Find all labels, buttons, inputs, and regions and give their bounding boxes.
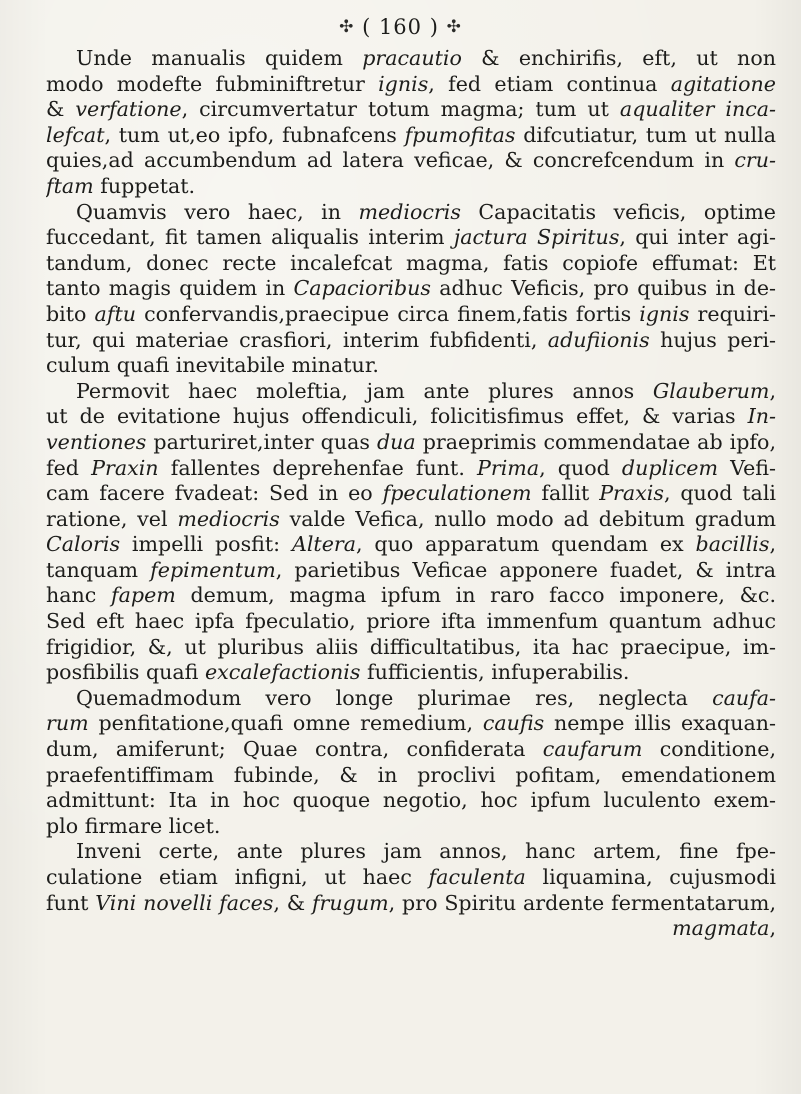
text-run: , bbox=[769, 378, 776, 403]
italic-term: caufarum bbox=[542, 737, 643, 762]
text-line bbox=[46, 404, 776, 430]
text-run: Capacitatis veficis, optime bbox=[460, 199, 776, 224]
text-run: bito bbox=[46, 301, 95, 326]
text-run: , bbox=[769, 916, 776, 941]
text-run: , quo apparatum quendam ex bbox=[356, 532, 696, 557]
text-run: quies,ad accumbendum ad latera veficae, & concrefcendum in bbox=[46, 148, 735, 173]
text-run: fallentes deprehenfae funt. bbox=[158, 455, 477, 480]
text-line bbox=[46, 737, 776, 763]
text-line bbox=[46, 430, 776, 456]
italic-term: Glauberum bbox=[652, 378, 770, 403]
right-ornament-icon: ✣ bbox=[446, 17, 462, 37]
text-run: fuppetat. bbox=[93, 173, 196, 198]
text-run: requiri- bbox=[689, 301, 776, 326]
italic-term: Prima bbox=[477, 455, 540, 480]
text-line bbox=[46, 123, 776, 149]
italic-term: dua bbox=[376, 429, 416, 454]
italic-term: adufiionis bbox=[547, 327, 650, 352]
text-run: Sed eft haec ipfa fpeculatio, priore ifta immenfum quantum adhuc bbox=[46, 609, 776, 634]
text-run: , quod bbox=[539, 455, 622, 480]
text-run: praefentiffimam fubinde, & in proclivi pofitam, emendationem bbox=[46, 762, 776, 787]
italic-term: aftu bbox=[94, 301, 136, 326]
text-line bbox=[46, 609, 776, 635]
text-run: Quamvis vero haec, in bbox=[76, 199, 359, 224]
page-number: ( 160 ) bbox=[362, 15, 439, 39]
text-run: , circumvertatur totum magma; tum ut bbox=[181, 97, 620, 122]
text-line bbox=[46, 200, 776, 226]
italic-term: fpeculationem bbox=[382, 481, 532, 506]
text-run: tandum, donec recte incalefcat magma, fatis copiofe effumat: Et bbox=[46, 250, 776, 275]
text-line bbox=[46, 711, 776, 737]
text-run: funt bbox=[46, 890, 96, 915]
text-run: tanto magis quidem in bbox=[46, 276, 294, 301]
text-line bbox=[46, 532, 776, 558]
italic-term: jactura Spiritus bbox=[453, 225, 620, 250]
text-line bbox=[46, 660, 776, 686]
italic-term: ventiones bbox=[46, 429, 147, 454]
italic-term: Capacioribus bbox=[293, 276, 431, 301]
italic-term: faculenta bbox=[428, 865, 526, 889]
text-line bbox=[46, 46, 776, 72]
italic-term: rum bbox=[46, 711, 89, 736]
text-run: Permovit haec moleftia, jam ante plures annos bbox=[76, 378, 653, 403]
text-run: cam facere fvadeat: Sed in eo bbox=[46, 481, 383, 506]
italic-term: mediocris bbox=[177, 506, 280, 531]
text-run: , tum ut,eo ipfo, fubnafcens bbox=[104, 122, 405, 147]
text-line bbox=[46, 353, 776, 379]
text-line bbox=[46, 558, 776, 584]
italic-term: Praxis bbox=[599, 481, 664, 506]
italic-term: caufa- bbox=[712, 685, 776, 710]
text-run: hanc bbox=[46, 583, 111, 608]
italic-term: fepimentum bbox=[150, 557, 276, 582]
text-run: plo firmare licet. bbox=[46, 813, 221, 838]
text-run: conditione, bbox=[642, 737, 776, 762]
text-line bbox=[46, 251, 776, 277]
text-run: demum, magma ipfum in raro facco imponere, &c. bbox=[175, 583, 776, 608]
text-run: , parietibus Veficae apponere fuadet, & intra bbox=[275, 557, 776, 582]
text-run: , quod tali bbox=[663, 481, 776, 506]
text-line bbox=[46, 507, 776, 533]
italic-term: ftam bbox=[46, 173, 94, 198]
text-line bbox=[46, 148, 776, 174]
italic-term: excalefactionis bbox=[204, 660, 361, 685]
text-line bbox=[46, 865, 776, 891]
text-run: penfitatione,quafi omne remedium, bbox=[88, 711, 483, 736]
text-line bbox=[46, 302, 776, 328]
text-line bbox=[46, 814, 776, 840]
italic-term: magmata bbox=[672, 916, 770, 941]
page-header bbox=[0, 10, 801, 44]
italic-term: frugum bbox=[311, 890, 389, 915]
text-run: impelli posfit: bbox=[120, 532, 292, 557]
text-line bbox=[46, 891, 776, 917]
text-run: , bbox=[769, 532, 776, 557]
text-line bbox=[46, 328, 776, 354]
text-run: nempe illis exaquan- bbox=[544, 711, 776, 736]
text-run: , fed etiam continua bbox=[428, 71, 671, 96]
italic-term: fpumofitas bbox=[404, 122, 516, 147]
left-ornament-icon: ✣ bbox=[339, 17, 355, 37]
text-run: fuccedant, fit tamen aliqualis interim bbox=[46, 225, 454, 250]
text-line bbox=[46, 379, 776, 405]
text-line bbox=[46, 686, 776, 712]
text-run: culum quafi inevitabile minatur. bbox=[46, 353, 379, 378]
text-run: valde Vefica, nullo modo ad debitum gradum bbox=[279, 506, 776, 531]
text-run: admittunt: Ita in hoc quoque negotio, hoc ipfum luculento exem- bbox=[46, 788, 776, 813]
italic-term: cru- bbox=[734, 148, 776, 173]
text-run: ut de evitatione hujus offendiculi, folicitisfimus effet, & varias bbox=[46, 404, 748, 429]
italic-term: Caloris bbox=[46, 532, 121, 557]
text-line bbox=[46, 456, 776, 482]
text-run: praeprimis commendatae ab ipfo, bbox=[415, 429, 776, 454]
text-run: Unde manualis quidem bbox=[76, 46, 363, 70]
text-run: , qui inter agi- bbox=[619, 225, 776, 250]
text-run: posfibilis quafi bbox=[46, 660, 205, 685]
text-run: parturiret,inter quas bbox=[146, 429, 377, 454]
text-run: culatione etiam infigni, ut haec bbox=[46, 865, 429, 889]
italic-term: fapem bbox=[111, 583, 176, 608]
italic-term: Praxin bbox=[91, 455, 159, 480]
italic-term: verfatione bbox=[75, 97, 182, 122]
text-run: , & bbox=[273, 890, 312, 915]
text-run: fallit bbox=[531, 481, 600, 506]
text-line bbox=[46, 763, 776, 789]
text-run: Quemadmodum vero longe plurimae res, neglecta bbox=[76, 685, 713, 710]
text-run: Inveni certe, ante plures jam annos, hanc artem, fine fpe- bbox=[76, 839, 776, 864]
italic-term: pracautio bbox=[362, 46, 462, 70]
text-line bbox=[46, 72, 776, 98]
body-text bbox=[46, 46, 776, 942]
text-run: dum, amiferunt; Quae contra, confiderata bbox=[46, 737, 543, 762]
text-line bbox=[46, 788, 776, 814]
italic-term: lefcat bbox=[46, 122, 105, 147]
italic-term: ignis bbox=[639, 301, 690, 326]
text-line bbox=[46, 174, 776, 200]
text-line bbox=[46, 839, 776, 865]
text-run: Vefi- bbox=[717, 455, 776, 480]
italic-term: caufis bbox=[482, 711, 545, 736]
text-line bbox=[46, 583, 776, 609]
italic-term: ignis bbox=[378, 71, 429, 96]
italic-term: Vini novelli faces bbox=[95, 890, 274, 915]
italic-term: Altera bbox=[291, 532, 357, 557]
text-run: tanquam bbox=[46, 557, 151, 582]
text-line bbox=[46, 635, 776, 661]
italic-term: In- bbox=[747, 404, 776, 429]
text-line bbox=[46, 97, 776, 123]
text-run: tur, qui materiae crasfiori, interim fubfidenti, bbox=[46, 327, 548, 352]
text-run: frigidior, &, ut pluribus aliis difficultatibus, ita hac praecipue, im- bbox=[46, 634, 776, 659]
text-line bbox=[46, 276, 776, 302]
text-run: liquamina, cujusmodi bbox=[525, 865, 776, 889]
text-run: modo modefte fubminiftretur bbox=[46, 71, 379, 96]
italic-term: aqualiter inca- bbox=[619, 97, 776, 122]
text-run: hujus peri- bbox=[649, 327, 776, 352]
text-run: fufficientis, infuperabilis. bbox=[360, 660, 630, 685]
text-run: & bbox=[46, 97, 76, 122]
italic-term: agitatione bbox=[670, 71, 776, 96]
italic-term: bacillis bbox=[695, 532, 770, 557]
text-run: confervandis,praecipue circa finem,fatis fortis bbox=[136, 301, 640, 326]
catchword-line bbox=[46, 916, 776, 942]
text-run: & enchirifis, eft, ut non bbox=[461, 46, 776, 70]
italic-term: mediocris bbox=[358, 199, 461, 224]
text-run: ratione, vel bbox=[46, 506, 178, 531]
text-line bbox=[46, 481, 776, 507]
text-line bbox=[46, 225, 776, 251]
text-run: adhuc Veficis, pro quibus in de- bbox=[431, 276, 776, 301]
text-run: fed bbox=[46, 455, 92, 480]
text-run: , pro Spiritu ardente fermentatarum, bbox=[388, 890, 776, 915]
text-run: difcutiatur, tum ut nulla bbox=[515, 122, 776, 147]
italic-term: duplicem bbox=[621, 455, 718, 480]
